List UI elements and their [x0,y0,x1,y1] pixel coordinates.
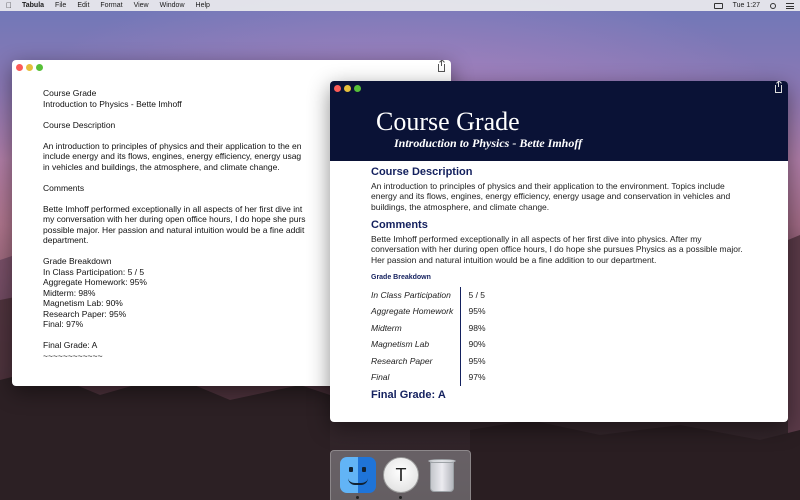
table-row [371,336,520,353]
comments-text: Bette Imhoff performed exceptionally in all aspects of her first dive into physics. After my conversation with her during open office hours, I do hope she pursues Physics as a possible major. Her passion and natural intuition would be a fine addition to our department. [371,233,743,265]
zoom-button[interactable] [354,85,361,92]
raw-final-grade: Final Grade: A [43,340,98,350]
menu-extras [704,2,794,9]
close-button[interactable] [16,64,23,71]
minimize-button[interactable] [344,85,351,92]
raw-desc-line: An introduction to principles of physics and their application to the en [43,140,302,151]
spotlight-search-icon[interactable] [770,3,776,9]
running-indicator [356,496,359,499]
grade-breakdown-table [371,287,520,386]
dock [330,450,471,500]
raw-desc-heading: Course Description [43,119,116,130]
trash-icon[interactable] [427,457,457,493]
raw-breakdown-line: In Class Participation: 5 / 5 [43,266,145,277]
raw-comment-line: Bette Imhoff performed exceptionally in all aspects of her first dive int [43,203,303,214]
grade-label: Midterm [371,322,402,333]
raw-breakdown-line: Aggregate Homework: 95% [43,277,147,287]
raw-breakdown-line: Final: 97% [43,319,84,329]
description-text: An introduction to principles of physics and their application to the environment. Topics include energy and its flows, engines, energy efficiency, energy usage and conservation in vehicles and buildings, the atmosphere, and climate change. [371,180,731,212]
grade-value: 95% [460,303,520,320]
raw-desc-line: in vehicles and buildings, the atmosphere, and climate change. [43,161,280,172]
table-row [371,287,520,304]
window-controls [334,85,364,92]
share-icon[interactable] [438,64,445,72]
menu-file[interactable]: File [49,2,61,9]
table-row [371,353,520,370]
notification-center-icon[interactable] [786,3,794,9]
window-controls [16,64,46,71]
raw-comment-line: possible major. Her passion and natural intuition would be a fine addit [43,224,305,235]
grade-value: 5 / 5 [460,287,520,304]
raw-breakdown-line: Midterm: 98% [43,287,96,298]
tabula-app-icon[interactable]: T [383,457,419,493]
document-subtitle: Introduction to Physics - Bette Imhoff [394,136,583,150]
menu-help[interactable]: Help [189,2,204,9]
menu-format[interactable]: Format [94,2,117,9]
minimize-button[interactable] [26,64,33,71]
grade-label: Magnetism Lab [371,339,430,349]
grade-value: 90% [460,336,520,353]
menu-app-name[interactable]: Tabula [16,2,39,9]
final-grade: Final Grade: A [371,388,446,401]
raw-subtitle: Introduction to Physics - Bette Imhoff [43,98,182,109]
raw-breakdown-heading: Grade Breakdown [43,256,112,266]
table-row [371,320,520,337]
raw-title: Course Grade [43,88,97,98]
comments-heading: Comments [371,219,428,231]
raw-comments-heading: Comments [43,182,85,193]
document-body [371,167,751,400]
table-row [371,369,520,386]
grade-label: Research Paper [371,355,433,366]
raw-desc-line: include energy and its flows, engines, energy efficiency, energy usag [43,151,302,161]
raw-comment-line: department. [43,235,89,245]
raw-comment-line: my conversation with her during open office hours, I do hope she purs [43,214,306,224]
grade-breakdown-heading: Grade Breakdown [371,274,431,281]
menu-bar [0,0,800,11]
display-icon[interactable] [714,3,723,9]
menu-edit[interactable]: Edit [71,2,84,9]
formatted-document-window [330,81,788,422]
raw-breakdown-line: Magnetism Lab: 90% [43,298,123,308]
menu-view[interactable]: View [127,2,143,9]
raw-breakdown-line: Research Paper: 95% [43,308,127,319]
description-heading: Course Description [371,166,473,178]
apple-menu-icon[interactable] [6,1,12,10]
share-icon[interactable] [775,85,782,93]
finder-icon[interactable] [340,457,376,493]
document-title: Course Grade [376,107,520,136]
table-row [371,303,520,320]
grade-label: Final [371,372,390,382]
zoom-button[interactable] [36,64,43,71]
document-header [330,81,788,161]
grade-value: 95% [460,353,520,370]
grade-value: 98% [460,320,520,337]
raw-separator: ~~~~~~~~~~~~ [43,350,103,361]
running-indicator [399,496,402,499]
close-button[interactable] [334,85,341,92]
grade-value: 97% [460,369,520,386]
clock[interactable]: Tue 1:27 [732,2,760,9]
grade-label: Aggregate Homework [371,306,454,316]
grade-label: In Class Participation [371,289,451,300]
menu-window[interactable]: Window [153,2,179,9]
